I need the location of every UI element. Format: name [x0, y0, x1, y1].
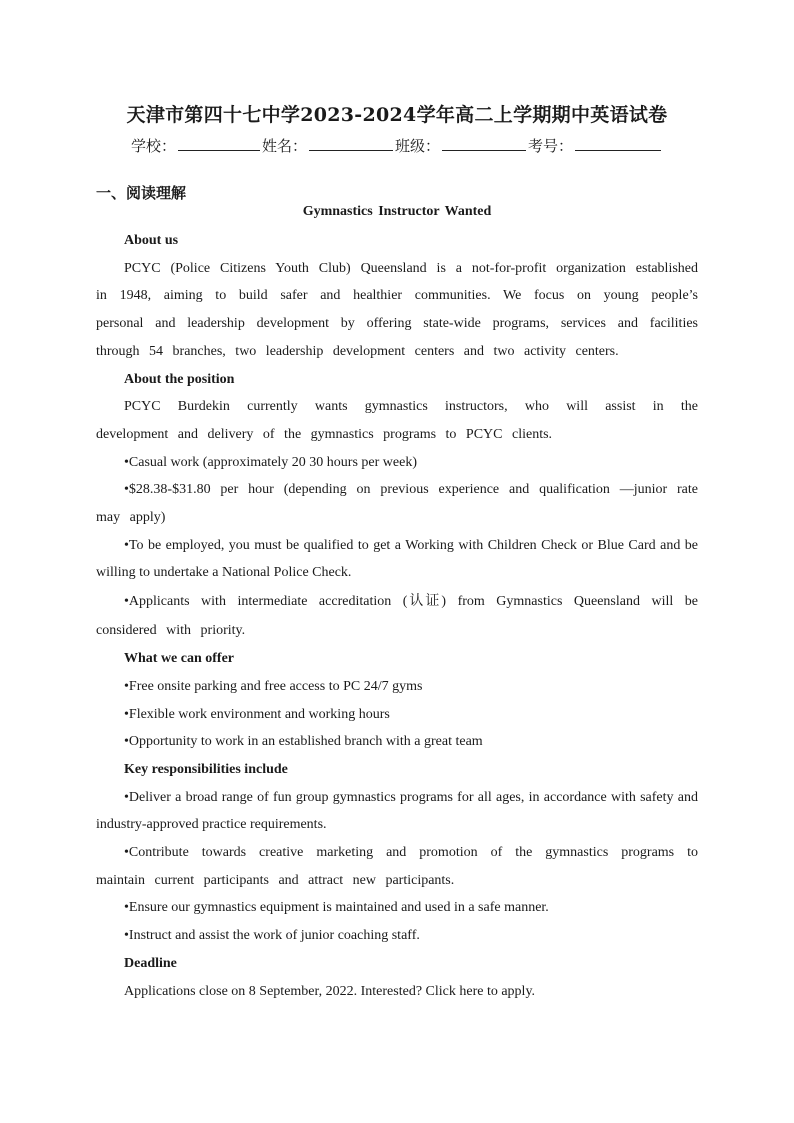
heading-what-we-offer: What we can offer: [124, 651, 235, 667]
number-blank: [575, 135, 661, 151]
number-label: 考号：: [528, 137, 574, 155]
name-label: 姓名：: [261, 137, 307, 155]
name-blank: [309, 135, 393, 151]
class-label: 班级：: [395, 137, 441, 155]
heading-deadline: Deadline: [124, 955, 177, 971]
heading-about-us: About us: [124, 233, 179, 248]
bullet-accreditation: •Applicants with intermediate accreditation (认证) from Gymnastics Queensland will be considered with priority.: [96, 594, 698, 639]
bullet-instruct: •Instruct and assist the work of junior coaching staff.: [124, 928, 420, 944]
paragraph-about-us: PCYC (Police Citizens Youth Club) Queensland is a not-for-profit organization established in 1948, aiming to build safer and healthier communities. We focus on young people’s personal and leadership development by offering state-wide programs, services and facilities through 54 branches, two leadership development centers and two activity centers.: [96, 260, 698, 359]
student-info-line: [0, 135, 794, 156]
bullet-contribute: •Contribute towards creative marketing and promotion of the gymnastics programs to maintain current participants and attract new participants.: [96, 845, 698, 888]
bullet-ensure: •Ensure our gymnastics equipment is maintained and used in a safe manner.: [124, 900, 549, 916]
passage-title: Gymnastics Instructor Wanted: [302, 204, 492, 219]
heading-about-position: About the position: [124, 371, 235, 387]
class-blank: [442, 135, 526, 151]
bullet-pay-rate: •$28.38-$31.80 per hour (depending on previous experience and qualification —junior rate may apply): [96, 482, 698, 526]
bullet-employment-check: •To be employed, you must be qualified to get a Working with Children Check or Blue Card and be willing to undertake a National Police Check.: [96, 537, 698, 581]
exam-title: 天津市第四十七中学2023-2024学年高二上学期期中英语试卷: [126, 104, 668, 126]
bullet-casual-work: •Casual work (approximately 20 30 hours per week): [124, 454, 417, 470]
bullet-opportunity: •Opportunity to work in an established branch with a great team: [124, 734, 483, 750]
school-label: 学校：: [130, 137, 176, 155]
passage-body: [96, 227, 698, 1005]
bullet-flexible: •Flexible work environment and working hours: [124, 706, 390, 722]
section-heading: 一、阅读理解: [96, 184, 187, 202]
bullet-parking: •Free onsite parking and free access to PC 24/7 gyms: [124, 678, 423, 694]
paragraph-position: PCYC Burdekin currently wants gymnastics instructors, who will assist in the development and delivery of the gymnastics programs to PCYC clients.: [96, 399, 698, 442]
paragraph-deadline: Applications close on 8 September, 2022. Interested? Click here to apply.: [124, 983, 536, 999]
heading-responsibilities: Key responsibilities include: [124, 761, 288, 777]
bullet-deliver: •Deliver a broad range of fun group gymnastics programs for all ages, in accordance with safety and industry-approved practice requirements.: [96, 789, 698, 833]
school-blank: [178, 135, 260, 151]
